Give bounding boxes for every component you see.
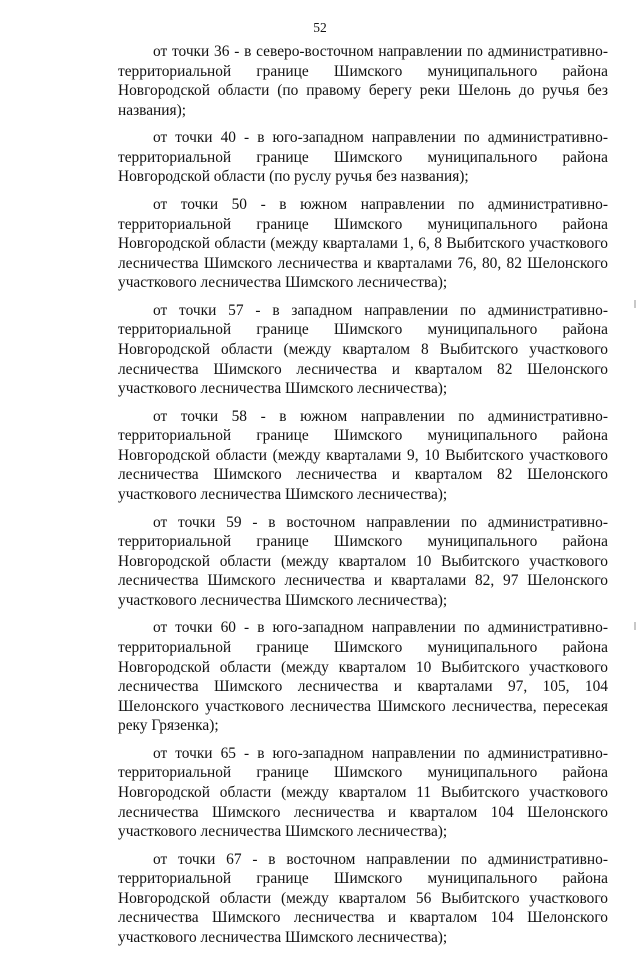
paragraph-point-60: от точки 60 - в юго-западном направлении по административно-территориальной границе Шимского муниципального района Новгородской области (между кварталом 10 Выбитского участкового лесничества Шимского лесничества и кварталами 97, 105, 104 Шелонского участкового лесничества Шимского лесничества, пересекая реку Грязенка); xyxy=(118,619,608,735)
paragraph-point-65: от точки 65 - в юго-западном направлении по административно-территориальной границе Шимского муниципального района Новгородской области (между кварталом 11 Выбитского участкового лесничества Шимского лесничества и кварталом 104 Шелонского участкового лесничества Шимского лесничества); xyxy=(118,744,608,841)
scan-edge-mark xyxy=(634,300,636,308)
paragraph-point-67: от точки 67 - в восточном направлении по административно-территориальной границе Шимского муниципального района Новгородской области (между кварталом 56 Выбитского участкового лесничества Шимского лесничества и кварталом 104 Шелонского участкового лесничества Шимского лесничества); xyxy=(118,850,608,947)
paragraph-point-36: от точки 36 - в северо-восточном направлении по административно-территориальной границе Шимского муниципального района Новгородской области (по правому берегу реки Шелонь до ручья без названия); xyxy=(118,43,608,119)
paragraph-point-58: от точки 58 - в южном направлении по административно-территориальной границе Шимского муниципального района Новгородской области (между кварталами 9, 10 Выбитского участкового лесничества Шимского лесничества и кварталом 82 Шелонского участкового лесничества Шимского лесничества); xyxy=(118,407,608,504)
document-body xyxy=(118,42,608,956)
scan-edge-mark xyxy=(634,622,636,630)
page-number: 52 xyxy=(313,20,327,35)
paragraph-point-40: от точки 40 - в юго-западном направлении по административно-территориальной границе Шимского муниципального района Новгородской области (по руслу ручья без названия); xyxy=(118,129,608,186)
paragraph-point-50: от точки 50 - в южном направлении по административно-территориальной границе Шимского муниципального района Новгородской области (между кварталами 1, 6, 8 Выбитского участкового лесничества Шимского лесничества и кварталами 76, 80, 82 Шелонского участкового лесничества Шимского лесничества); xyxy=(118,195,608,292)
paragraph-point-59: от точки 59 - в восточном направлении по административно-территориальной границе Шимского муниципального района Новгородской области (между кварталом 10 Выбитского участкового лесничества Шимского лесничества и кварталами 82, 97 Шелонского участкового лесничества Шимского лесничества); xyxy=(118,513,608,609)
paragraph-point-57: от точки 57 - в западном направлении по административно-территориальной границе Шимского муниципального района Новгородской области (между кварталом 8 Выбитского участкового лесничества Шимского лесничества и кварталом 82 Шелонского участкового лесничества Шимского лесничества); xyxy=(118,301,608,398)
